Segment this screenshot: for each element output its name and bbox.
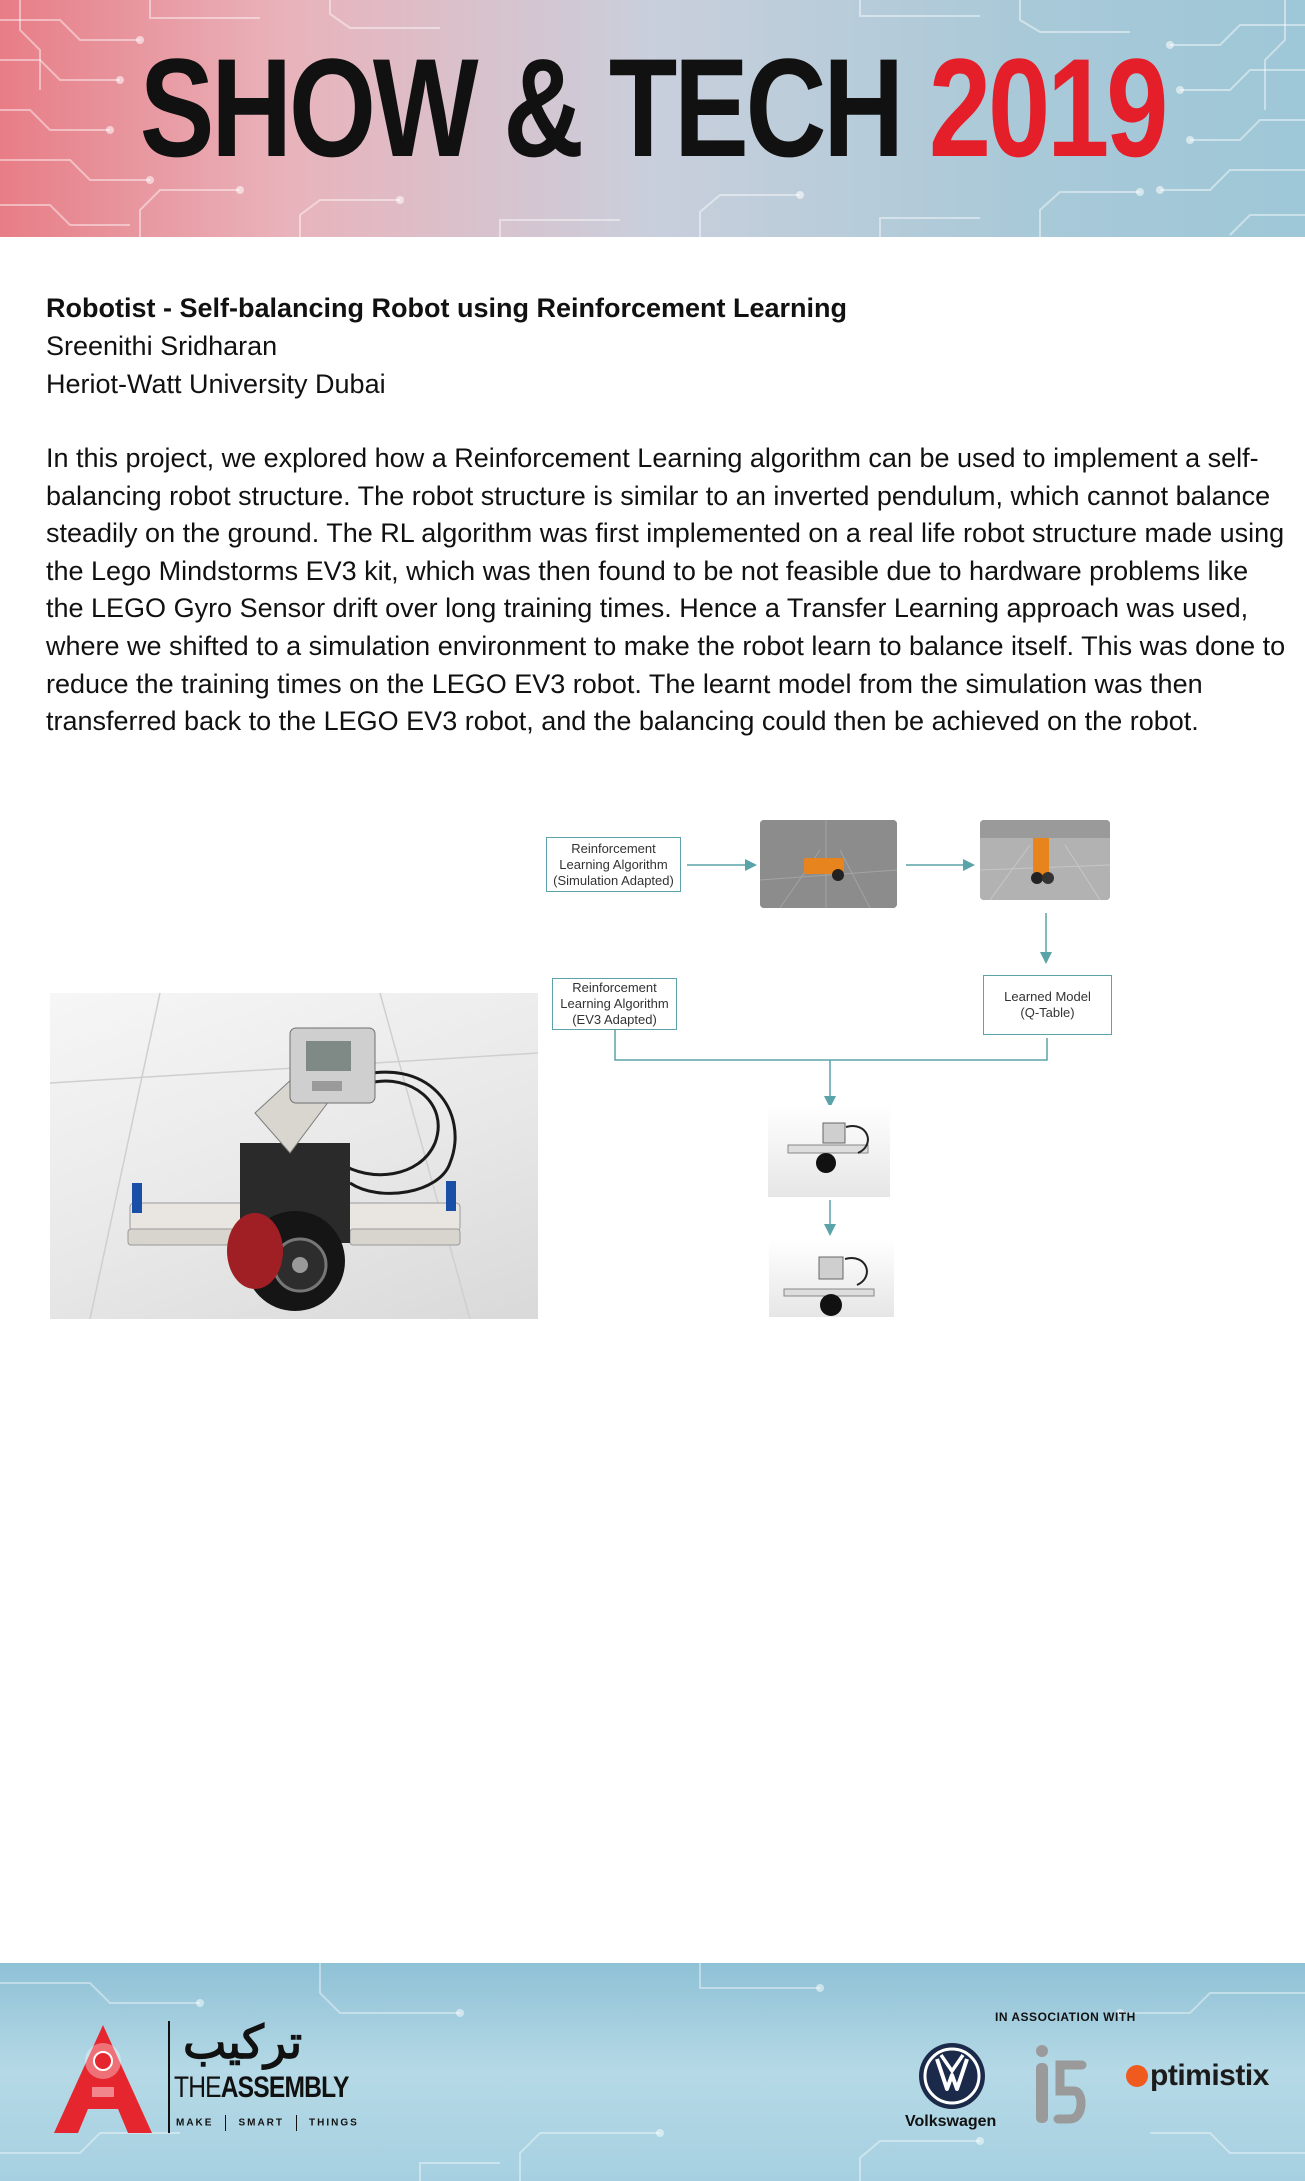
assembly-logo-icon [44, 2021, 162, 2136]
institution: Heriot-Watt University Dubai [46, 369, 386, 399]
robot-photo [50, 993, 538, 1319]
ev3-algo-line-1: Reinforcement [572, 980, 657, 995]
sim-algorithm-box [546, 837, 681, 892]
simulation-image-1 [760, 820, 897, 908]
optimistix-logo [1126, 2059, 1269, 2093]
volkswagen-label: Volkswagen [905, 2113, 997, 2130]
event-title [131, 29, 1175, 186]
logo-divider [168, 2021, 170, 2133]
i5-logo-icon [1030, 2043, 1090, 2133]
learned-model-box [983, 975, 1112, 1035]
learned-model-line-2: (Q-Table) [1020, 1005, 1075, 1020]
footer-banner [0, 1963, 1305, 2181]
project-info [46, 289, 1286, 403]
ev3-algorithm-box [552, 978, 677, 1030]
volkswagen-logo-icon [917, 2041, 987, 2111]
assembly-tagline [176, 2115, 359, 2131]
ev3-algo-line-2: Learning Algorithm [560, 996, 669, 1011]
optimistix-label: ptimistix [1150, 2059, 1269, 2092]
project-abstract: In this project, we explored how a Reinforcement Learning algorithm can be used to implement a self-balancing robot structure. The robot structure is similar to an inverted pendulum, which cannot balance steadily on the ground. The RL algorithm was first implemented on a real life robot structure made using the Lego Mindstorms EV3 kit, which was then found to be not feasible due to hardware problems like the LEGO Gyro Sensor drift over long training times. Hence a Transfer Learning approach was used, where we shifted to a simulation environment to make the robot learn to balance itself. This was done to reduce the training times on the LEGO EV3 robot. The learnt model from the simulation was then transferred back to the LEGO EV3 robot, and the balancing could then be achieved on the robot. [46, 443, 1286, 737]
transfer-learning-diagram [540, 815, 1120, 1325]
assembly-wordmark [174, 2071, 349, 2105]
project-title: Robotist - Self-balancing Robot using Reinforcement Learning [46, 293, 848, 323]
sim-algo-line-3: (Simulation Adapted) [553, 872, 674, 888]
robot-thumbnail-2 [769, 1239, 894, 1317]
assembly-bold: ASSEMBLY [220, 2071, 349, 2104]
tagline-word-3: THINGS [309, 2117, 359, 2129]
assembly-prefix: THE [174, 2071, 221, 2104]
sim-algo-line-1: Reinforcement [571, 840, 656, 856]
association-label: IN ASSOCIATION WITH [995, 2010, 1136, 2024]
header-banner [0, 0, 1305, 237]
assembly-arabic-name: تركيب [183, 2016, 303, 2068]
event-year: 2019 [928, 29, 1166, 186]
robot-illustration [50, 993, 538, 1319]
sim-algo-line-2: Learning Algorithm [559, 856, 668, 872]
event-name: SHOW & TECH [139, 29, 901, 186]
robot-thumbnail-1 [768, 1105, 890, 1197]
optimistix-dot-icon [1126, 2065, 1148, 2087]
author-name: Sreenithi Sridharan [46, 331, 278, 361]
simulation-image-2 [980, 820, 1110, 900]
ev3-algo-line-3: (EV3 Adapted) [572, 1012, 657, 1027]
tagline-word-2: SMART [238, 2117, 285, 2129]
tagline-word-1: MAKE [176, 2117, 214, 2129]
learned-model-line-1: Learned Model [1004, 989, 1091, 1004]
